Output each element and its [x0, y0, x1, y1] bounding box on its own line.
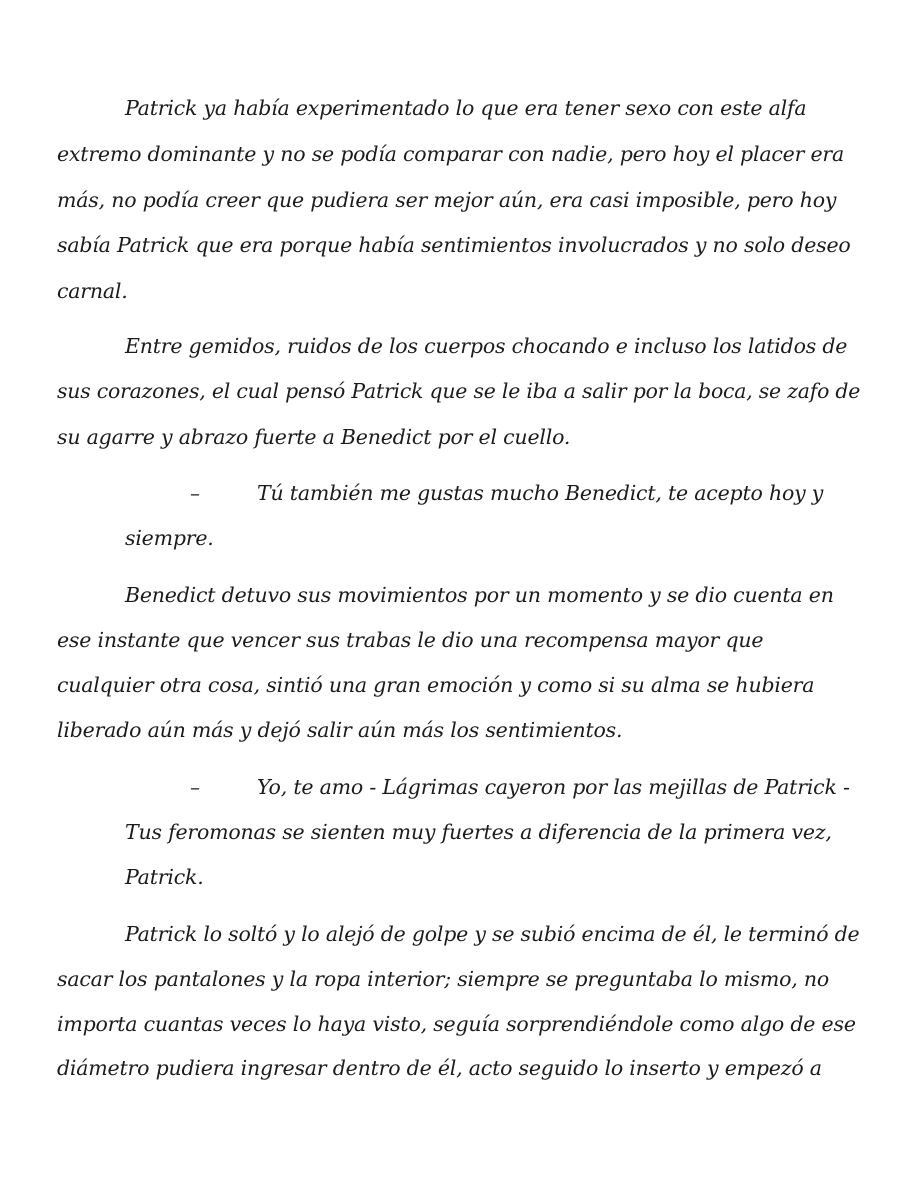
- text-line: sabía Patrick que era porque había sentimientos involucrados y no solo deseo: [57, 233, 851, 257]
- text-line: extremo dominante y no se podía comparar con nadie, pero hoy el placer era: [57, 142, 845, 166]
- text-line: más, no podía creer que pudiera ser mejor aún, era casi imposible, pero hoy: [57, 188, 837, 212]
- text-line: diámetro pudiera ingresar dentro de él, acto seguido lo inserto y empezó a: [57, 1056, 822, 1080]
- text-line: Patrick ya había experimentado lo que era tener sexo con este alfa: [125, 96, 807, 120]
- text-line: sacar los pantalones y la ropa interior; siempre se preguntaba lo mismo, no: [57, 967, 829, 991]
- dialogue-dash: –: [190, 775, 200, 799]
- text-line: carnal.: [57, 279, 128, 303]
- dialogue-line: siempre.: [125, 526, 214, 550]
- dialogue-line: Tus feromonas se sienten muy fuertes a diferencia de la primera vez,: [125, 820, 832, 844]
- dialogue-line: Tú también me gustas mucho Benedict, te acepto hoy y: [257, 481, 824, 505]
- text-line: cualquier otra cosa, sintió una gran emoción y como si su alma se hubiera: [57, 673, 815, 697]
- text-line: Entre gemidos, ruidos de los cuerpos chocando e incluso los latidos de: [125, 334, 848, 358]
- text-line: sus corazones, el cual pensó Patrick que se le iba a salir por la boca, se zafo de: [57, 379, 861, 403]
- dialogue-line: Patrick.: [125, 865, 204, 889]
- text-line: ese instante que vencer sus trabas le dio una recompensa mayor que: [57, 628, 764, 652]
- dialogue-line: Yo, te amo - Lágrimas cayeron por las mejillas de Patrick -: [257, 775, 850, 799]
- text-line: Patrick lo soltó y lo alejó de golpe y se subió encima de él, le terminó de: [125, 922, 860, 946]
- text-line: liberado aún más y dejó salir aún más los sentimientos.: [57, 718, 623, 742]
- dialogue-dash: –: [190, 481, 200, 505]
- text-line: importa cuantas veces lo haya visto, seguía sorprendiéndole como algo de ese: [57, 1012, 856, 1036]
- text-line: Benedict detuvo sus movimientos por un momento y se dio cuenta en: [125, 583, 834, 607]
- text-line: su agarre y abrazo fuerte a Benedict por el cuello.: [57, 425, 571, 449]
